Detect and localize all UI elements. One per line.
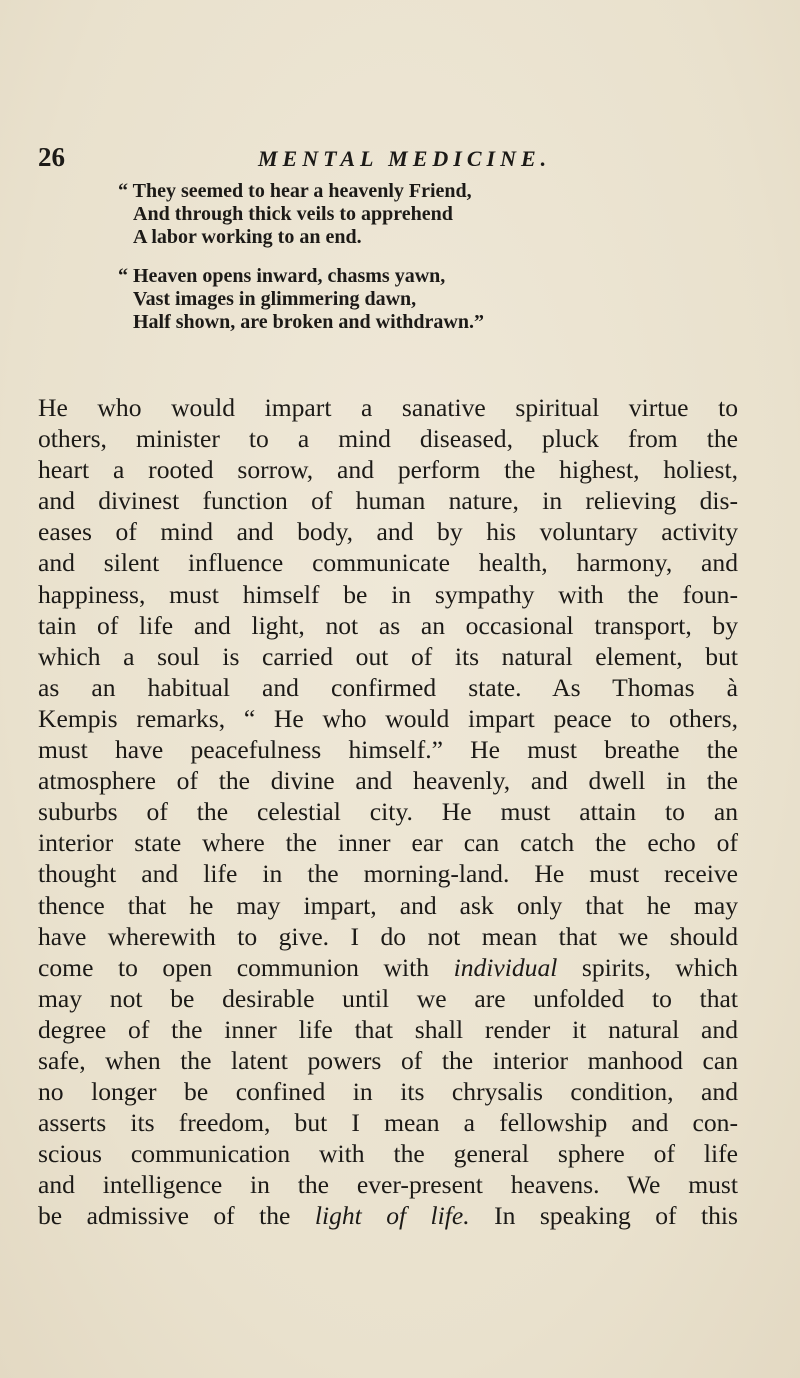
text-line: and divinest function of human nature, in relieving dis- bbox=[38, 486, 738, 516]
text-segment: In speaking of this bbox=[469, 1201, 738, 1231]
text-line: as an habitual and confirmed state. As Thomas à bbox=[38, 672, 738, 702]
text-segment: come to open communion with bbox=[38, 952, 454, 982]
text-line: atmosphere of the divine and heavenly, and dwell in the bbox=[38, 766, 738, 796]
poem-stanza-2 bbox=[118, 265, 678, 334]
text-segment: be admissive of the bbox=[38, 1201, 315, 1231]
verse-line: Vast images in glimmering dawn, bbox=[133, 288, 417, 310]
text-line: tain of life and light, not as an occasional transport, by bbox=[38, 610, 738, 640]
text-line-with-italic bbox=[38, 952, 738, 983]
text-line: no longer be confined in its chrysalis condition, and bbox=[38, 1077, 738, 1107]
text-line: thence that he may impart, and ask only that he may bbox=[38, 890, 738, 920]
text-line: scious communication with the general sphere of life bbox=[38, 1139, 738, 1169]
verse-line: And through thick veils to apprehend bbox=[133, 203, 453, 225]
poem-epigraph bbox=[118, 180, 678, 350]
text-line: have wherewith to give. I do not mean that we should bbox=[38, 921, 738, 951]
text-line: may not be desirable until we are unfolded to that bbox=[38, 983, 738, 1013]
text-line: suburbs of the celestial city. He must attain to an bbox=[38, 797, 738, 827]
text-line: interior state where the inner ear can catch the echo of bbox=[38, 828, 738, 858]
text-line: happiness, must himself be in sympathy with the foun- bbox=[38, 579, 738, 609]
poem-stanza-1 bbox=[118, 180, 678, 249]
text-line: and intelligence in the ever-present heavens. We must bbox=[38, 1170, 738, 1200]
running-head: MENTAL MEDICINE. bbox=[258, 146, 552, 171]
text-line: must have peacefulness himself.” He must breathe the bbox=[38, 735, 738, 765]
verse-line: “ They seemed to hear a heavenly Friend, bbox=[118, 180, 472, 202]
text-line: eases of mind and body, and by his voluntary activity bbox=[38, 517, 738, 547]
italic-emphasis: light of life. bbox=[314, 1201, 470, 1231]
text-line: Kempis remarks, “ He who would impart peace to others, bbox=[38, 703, 738, 733]
text-segment: spirits, which bbox=[557, 952, 738, 982]
text-line: which a soul is carried out of its natural element, but bbox=[38, 641, 738, 671]
text-line: others, minister to a mind diseased, pluck from the bbox=[38, 424, 738, 454]
body-paragraph bbox=[38, 392, 738, 1232]
verse-line: “ Heaven opens inward, chasms yawn, bbox=[118, 265, 446, 287]
text-line: He who would impart a sanative spiritual virtue to bbox=[38, 393, 738, 422]
text-line: heart a rooted sorrow, and perform the highest, holiest, bbox=[38, 455, 738, 485]
italic-emphasis: individual bbox=[453, 952, 558, 982]
verse-line: A labor working to an end. bbox=[133, 226, 362, 248]
text-line: and silent influence communicate health, harmony, and bbox=[38, 548, 738, 578]
text-line-with-italic bbox=[38, 1200, 738, 1231]
text-line: safe, when the latent powers of the interior manhood can bbox=[38, 1045, 738, 1075]
text-line: degree of the inner life that shall render it natural and bbox=[38, 1014, 738, 1044]
text-line: asserts its freedom, but I mean a fellowship and con- bbox=[38, 1108, 738, 1138]
verse-line: Half shown, are broken and withdrawn.” bbox=[133, 311, 484, 333]
page-number: 26 bbox=[38, 142, 65, 172]
text-line: thought and life in the morning-land. He must receive bbox=[38, 859, 738, 889]
